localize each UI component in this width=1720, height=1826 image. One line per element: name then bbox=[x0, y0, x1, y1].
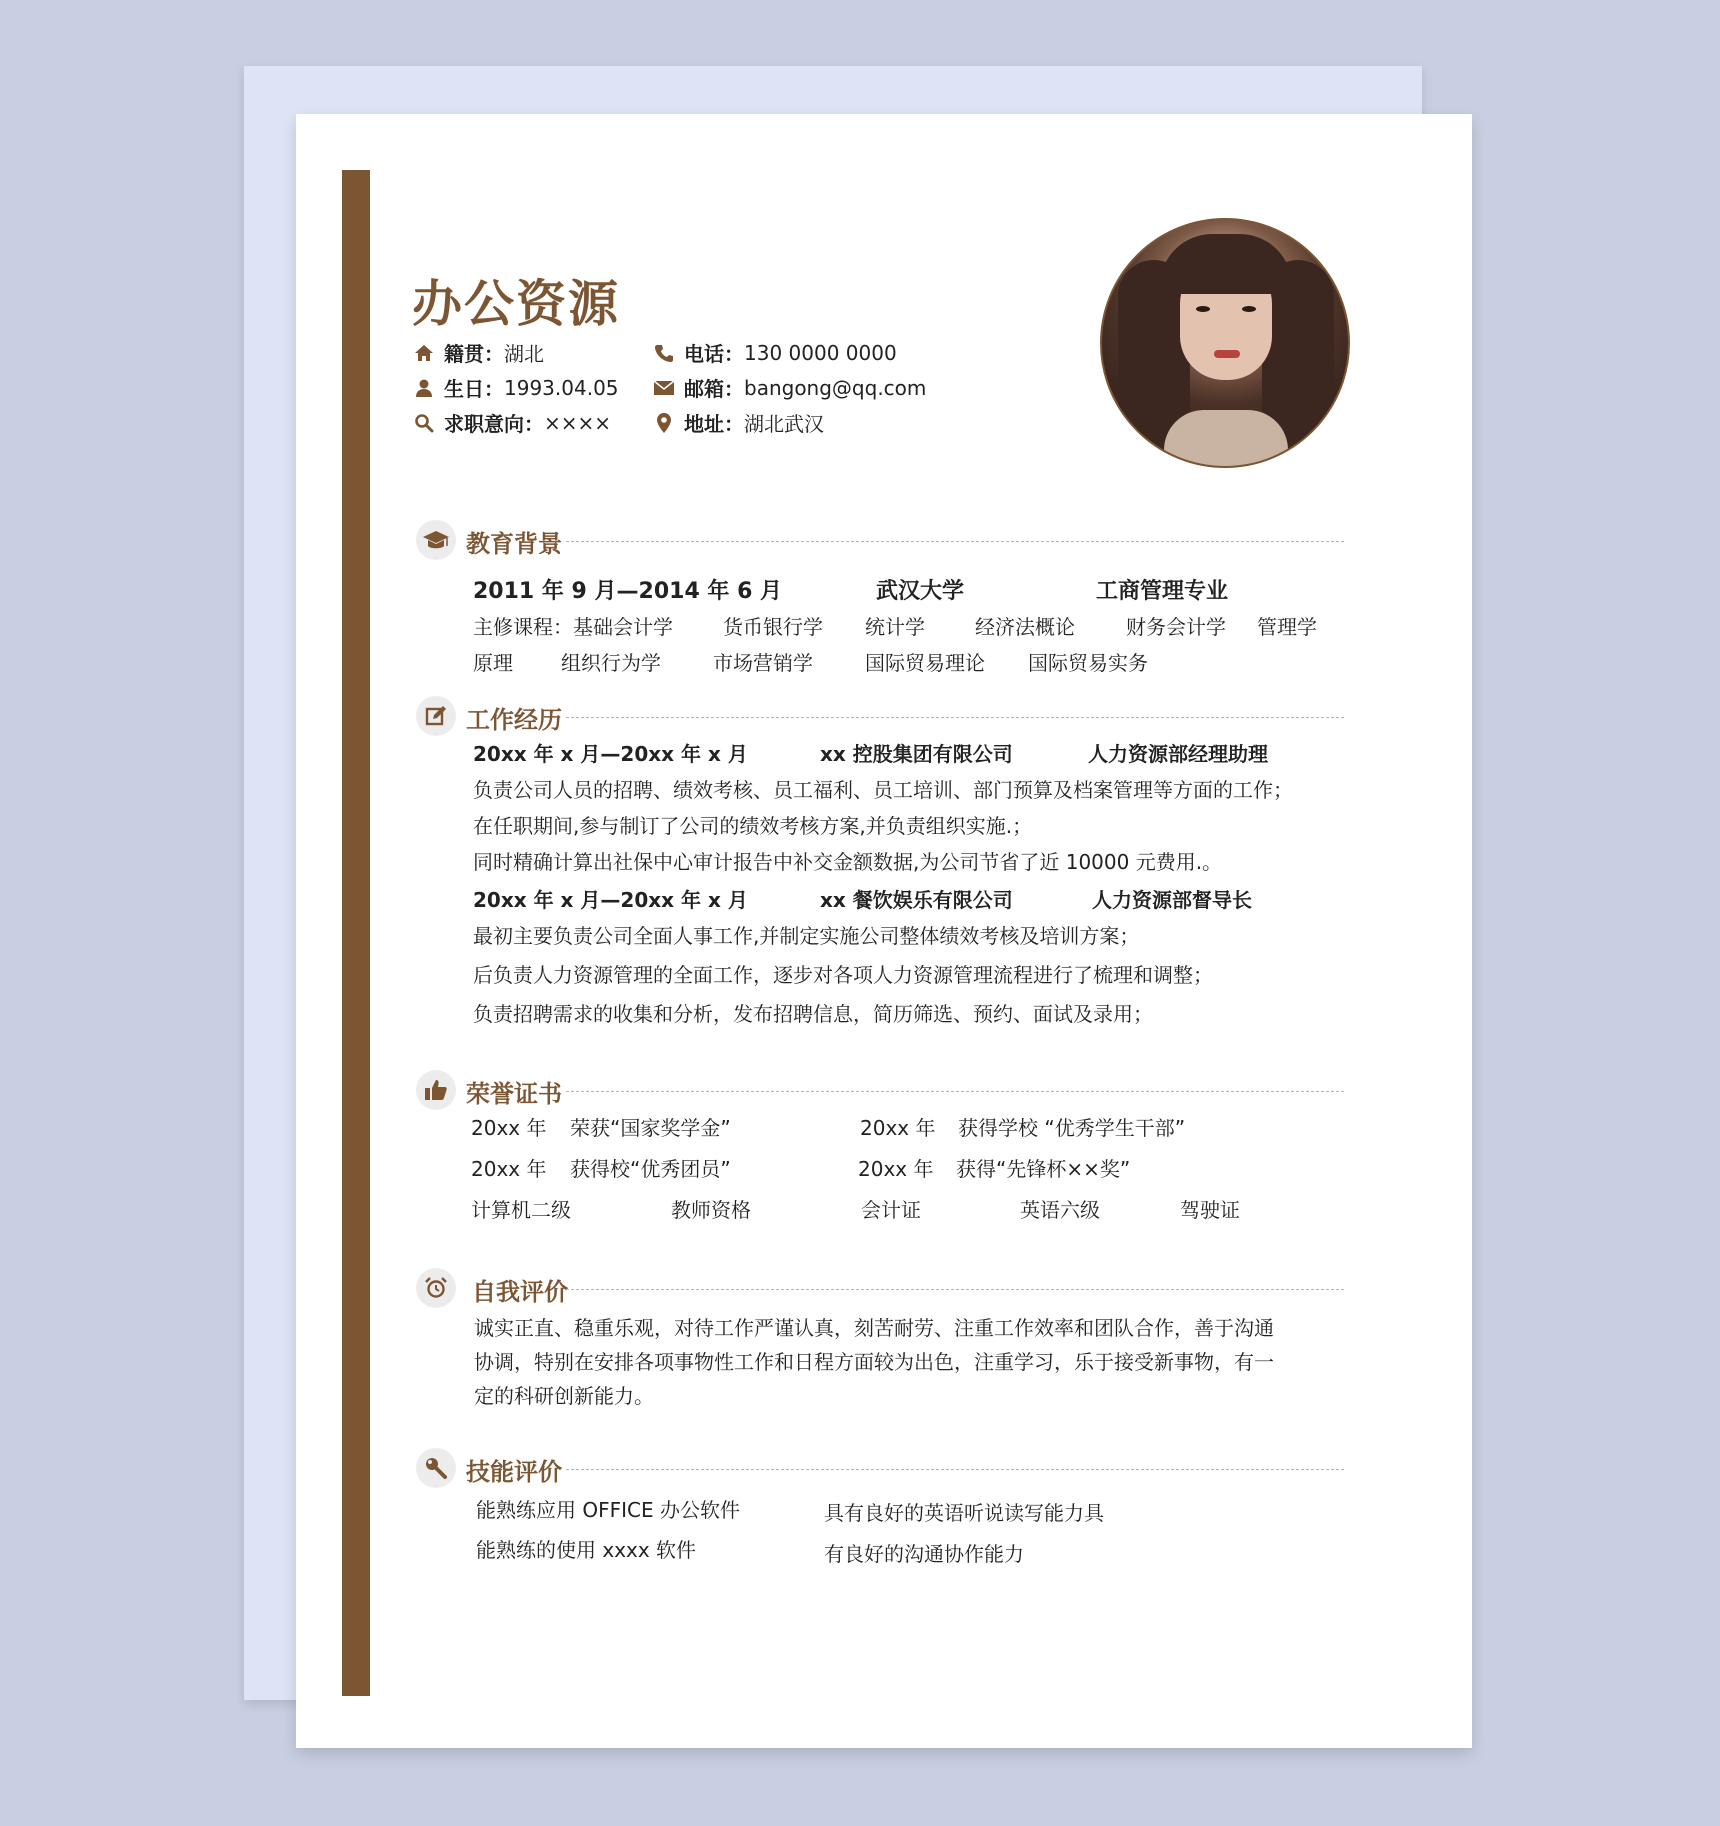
email bbox=[652, 373, 926, 402]
job-position: 人力资源部督导长 bbox=[1092, 888, 1252, 912]
phone-label: 电话： bbox=[684, 342, 744, 366]
job-period: 20xx 年 x 月—20xx 年 x 月 bbox=[473, 888, 748, 912]
course-item: 统计学 bbox=[865, 615, 925, 639]
section-skills bbox=[416, 1448, 1344, 1488]
section-divider bbox=[566, 541, 1344, 542]
email-value[interactable]: bangong@qq.com bbox=[744, 375, 927, 400]
mail-icon bbox=[652, 376, 676, 400]
self-eval-line: 协调，特别在安排各项事物性工作和日程方面较为出色，注重学习，乐于接受新事物，有一 bbox=[474, 1350, 1274, 1374]
section-divider bbox=[566, 1289, 1344, 1290]
education-school: 武汉大学 bbox=[876, 579, 965, 604]
job-company: xx 控股集团有限公司 bbox=[820, 742, 1013, 766]
course-item: 管理学 bbox=[1257, 615, 1317, 639]
job-duty: 后负责人力资源管理的全面工作，逐步对各项人力资源管理流程进行了梳理和调整； bbox=[473, 963, 1213, 987]
certificate: 驾驶证 bbox=[1180, 1198, 1240, 1222]
section-honors bbox=[416, 1070, 1344, 1110]
job-duty: 负责招聘需求的收集和分析，发布招聘信息，简历筛选、预约、面试及录用； bbox=[473, 1002, 1153, 1026]
resume-page bbox=[296, 114, 1472, 1748]
section-self-eval bbox=[416, 1268, 1344, 1308]
honor-year: 20xx 年 bbox=[471, 1116, 547, 1140]
course-item: 财务会计学 bbox=[1126, 615, 1226, 639]
skill-item: 能熟练应用 OFFICE 办公软件 bbox=[476, 1498, 740, 1522]
course-item: 主修课程：基础会计学 bbox=[473, 615, 673, 639]
home-icon bbox=[412, 341, 436, 365]
candidate-name: 办公资源 bbox=[412, 275, 620, 333]
section-education bbox=[416, 520, 1344, 560]
phone-icon bbox=[652, 341, 676, 365]
profile-photo bbox=[1100, 218, 1350, 468]
address-label: 地址： bbox=[684, 412, 744, 436]
thumbs-up-icon bbox=[416, 1070, 456, 1110]
section-divider bbox=[566, 1469, 1344, 1470]
edit-icon bbox=[416, 696, 456, 736]
job-intent bbox=[412, 408, 611, 437]
sidebar-bar bbox=[342, 170, 370, 1696]
email-label: 邮箱： bbox=[684, 377, 744, 401]
address bbox=[652, 408, 824, 437]
section-work bbox=[416, 696, 1344, 736]
address-value: 湖北武汉 bbox=[744, 412, 824, 436]
section-title: 自我评价 bbox=[472, 1278, 568, 1306]
honor-item: 获得学校 “优秀学生干部” bbox=[958, 1116, 1186, 1140]
honor-item: 获得校“优秀团员” bbox=[570, 1157, 731, 1181]
self-eval-line: 诚实正直、稳重乐观，对待工作严谨认真，刻苦耐劳、注重工作效率和团队合作，善于沟通 bbox=[474, 1316, 1274, 1340]
birthday-label: 生日： bbox=[444, 377, 504, 401]
course-item: 原理 bbox=[473, 651, 513, 675]
course-item: 市场营销学 bbox=[713, 651, 813, 675]
job-duty: 最初主要负责公司全面人事工作,并制定实施公司整体绩效考核及培训方案； bbox=[473, 924, 1140, 948]
location-icon bbox=[652, 411, 676, 435]
native-place-value: 湖北 bbox=[504, 342, 544, 366]
honor-item: 荣获“国家奖学金” bbox=[570, 1116, 731, 1140]
skill-item: 能熟练的使用 xxxx 软件 bbox=[476, 1538, 697, 1562]
section-title: 教育背景 bbox=[466, 530, 562, 558]
education-major: 工商管理专业 bbox=[1096, 579, 1229, 604]
job-position: 人力资源部经理助理 bbox=[1088, 742, 1268, 766]
honor-item: 获得“先锋杯××奖” bbox=[956, 1157, 1131, 1181]
course-item: 经济法概论 bbox=[975, 615, 1075, 639]
graduation-cap-icon bbox=[416, 520, 456, 560]
job-period: 20xx 年 x 月—20xx 年 x 月 bbox=[473, 742, 748, 766]
wrench-icon bbox=[416, 1448, 456, 1488]
job-duty: 负责公司人员的招聘、绩效考核、员工福利、员工培训、部门预算及档案管理等方面的工作； bbox=[473, 778, 1293, 802]
course-item: 组织行为学 bbox=[561, 651, 661, 675]
certificate: 英语六级 bbox=[1020, 1198, 1100, 1222]
birthday bbox=[412, 373, 619, 402]
certificate: 会计证 bbox=[861, 1198, 921, 1222]
honor-year: 20xx 年 bbox=[860, 1116, 936, 1140]
job-duty: 在任职期间,参与制订了公司的绩效考核方案,并负责组织实施.； bbox=[473, 814, 1033, 838]
certificate: 教师资格 bbox=[671, 1198, 751, 1222]
birthday-value: 1993.04.05 bbox=[504, 375, 619, 400]
skill-item: 具有良好的英语听说读写能力具 bbox=[824, 1501, 1104, 1525]
section-title: 工作经历 bbox=[466, 706, 562, 734]
native-place bbox=[412, 338, 544, 367]
job-company: xx 餐饮娱乐有限公司 bbox=[820, 888, 1013, 912]
education-period: 2011 年 9 月—2014 年 6 月 bbox=[473, 579, 783, 604]
section-divider bbox=[566, 717, 1344, 718]
job-intent-value: ×××× bbox=[544, 410, 612, 435]
job-intent-label: 求职意向： bbox=[444, 412, 544, 436]
phone-value: 130 0000 0000 bbox=[744, 340, 897, 365]
honor-year: 20xx 年 bbox=[858, 1157, 934, 1181]
alarm-clock-icon bbox=[416, 1268, 456, 1308]
honor-year: 20xx 年 bbox=[471, 1157, 547, 1181]
phone bbox=[652, 338, 897, 367]
section-title: 荣誉证书 bbox=[466, 1080, 562, 1108]
certificate: 计算机二级 bbox=[471, 1198, 571, 1222]
skill-item: 有良好的沟通协作能力 bbox=[824, 1542, 1024, 1566]
self-eval-line: 定的科研创新能力。 bbox=[474, 1384, 654, 1408]
section-divider bbox=[566, 1091, 1344, 1092]
search-icon bbox=[412, 411, 436, 435]
section-title: 技能评价 bbox=[466, 1458, 562, 1486]
course-item: 国际贸易理论 bbox=[865, 651, 985, 675]
course-item: 国际贸易实务 bbox=[1028, 651, 1148, 675]
user-icon bbox=[412, 376, 436, 400]
job-duty: 同时精确计算出社保中心审计报告中补交金额数据,为公司节省了近 10000 元费用.。 bbox=[473, 850, 1223, 874]
native-place-label: 籍贯： bbox=[444, 342, 504, 366]
course-item: 货币银行学 bbox=[723, 615, 823, 639]
